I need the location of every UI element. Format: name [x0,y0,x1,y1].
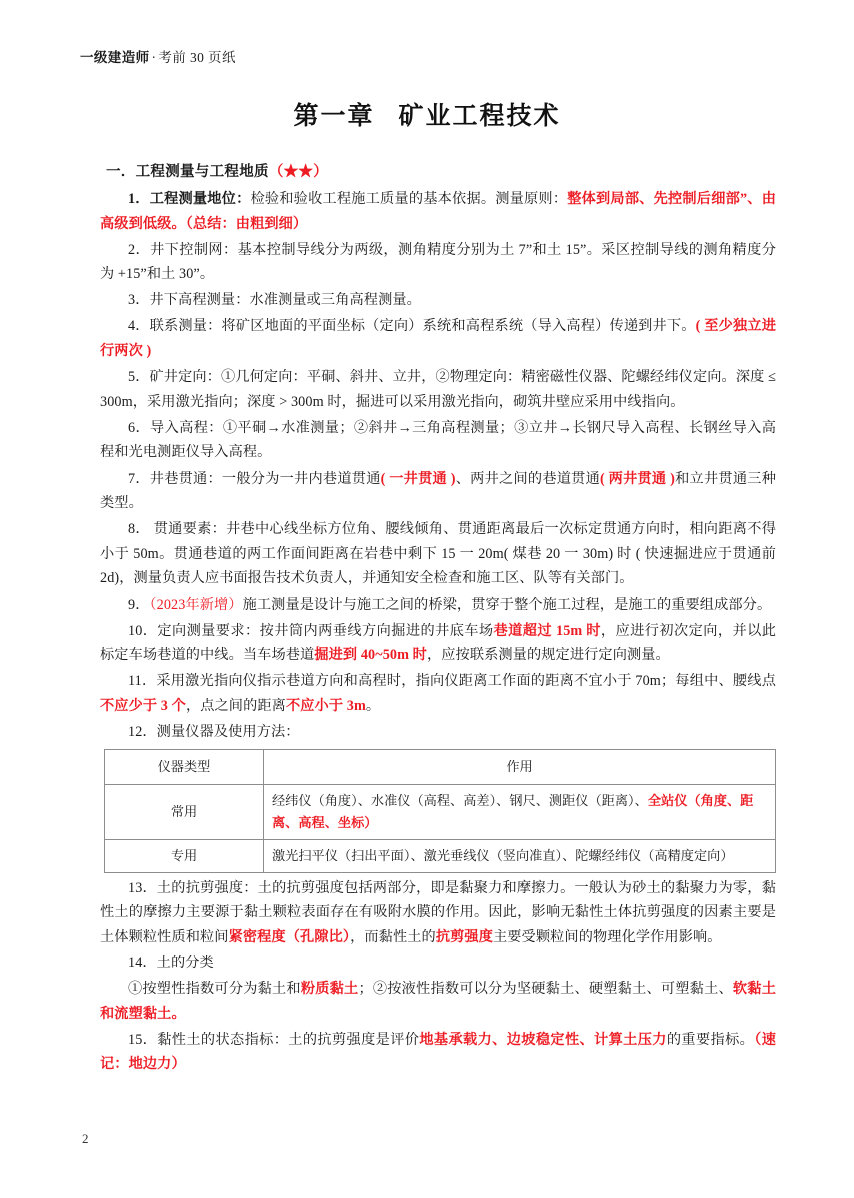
item-10-emphasis-2: 掘进到 40~50m 时 [314,647,427,664]
running-head-title: 一级建造师 [80,50,150,65]
table-header-instrument-type: 仪器类型 [105,749,264,784]
list-item [100,288,776,313]
item-13-emphasis-2: 抗剪强度 [435,928,493,945]
list-item [100,720,776,745]
item-3-body: 3．井下高程测量：水准测量或三角高程测量。 [128,292,421,309]
item-1-emphasis: 整体到局部、先控制后细部”、由高级到低级。（总结：由粗到细） [100,191,776,232]
item-14-emphasis-2: 软黏土和流塑黏土。 [100,980,776,1022]
item-4-emphasis: ( 至少独立进行两次 ) [100,318,776,360]
list-item [100,517,776,591]
item-15-body-b: 的重要指标。 [666,1031,755,1048]
table-cell-type-special: 专用 [105,839,264,872]
list-item [100,416,776,465]
item-9-new-badge: （2023年新增） [149,596,243,613]
list-item [100,977,776,1026]
table-cell-effect-common [264,784,776,839]
item-2-body: 2．井下控制网：基本控制导线分为两级，测角精度分别为土 7”和土 15”。采区控制导线的测角精度分为 +15”和土 30”。 [100,241,776,283]
item-1-lead: 1．工程测量地位： [128,191,251,207]
item-9-number: 9． [128,596,150,613]
list-item [100,669,776,718]
instrument-table [104,749,776,873]
section-difficulty-stars: （★★） [268,164,329,180]
item-14-body: 14．土的分类 [128,954,214,971]
chapter-title [0,96,854,132]
item-11-emphasis-2: 不应小于 3m [285,697,366,714]
item-10-body-c: ，应按联系测量的规定进行定向测量。 [426,647,670,664]
item-14-emphasis-1: 粉质黏土 [300,980,359,997]
table-cell-type-common: 常用 [105,784,264,839]
item-8-body: 8． 贯通要素：井巷中心线坐标方位角、腰线倾角、贯通距离最后一次标定贯通方向时，相向距离不得小于 50m。贯通巷道的两工作面间距离在岩巷中剩下 15 一 20m( 煤巷 20 一 30m) 时 ( 快速掘进应于贯通前 2d)，测量负责人应书面报告技术负责人，并通知安全检查和施工区、队等有关部门。 [100,521,776,587]
item-7-body-c: 和立井贯通三种类型。 [100,470,776,512]
page-body [100,160,776,1078]
item-11-emphasis-1: 不应少于 3 个 [100,697,186,714]
list-item [100,365,776,414]
running-head-separator: · [151,50,157,65]
running-head [80,46,236,66]
list-item [100,951,776,976]
item-11-body-c: 。 [365,697,381,714]
chapter-number: 第一章 [293,103,375,130]
item-7-body-b: 、两井之间的巷道贯通 [455,470,601,487]
item-12-body: 12．测量仪器及使用方法： [128,723,300,740]
section-heading [106,160,776,181]
item-13-body-b: ，而黏性土的 [350,928,436,945]
item-13-emphasis-1: 紧密程度（孔隙比） [228,928,351,945]
item-6-body: 6．导入高程：①平硐→水准测量；②斜井→三角高程测量；③立井→长钢尺导入高程、长钢丝导入高程和光电测距仪导入高程。 [100,419,776,461]
list-item [100,1028,776,1077]
list-item [100,187,776,236]
table-row [105,839,776,872]
item-15-body-a: 15．黏性土的状态指标：土的抗剪强度是评价 [128,1031,420,1048]
list-item [100,619,776,668]
item-11-body-b: ，点之间的距离 [185,697,286,714]
list-item [100,238,776,287]
item-13-body-c: 主要受颗粒间的物理化学作用影响。 [492,928,722,945]
list-item [100,467,776,516]
item-10-body-a: 10．定向测量要求：按井筒内两垂线方向掘进的井底车场 [128,622,494,639]
item-7-body-a: 7．井巷贯通：一般分为一井内巷道贯通 [128,470,381,487]
item-9-body: 施工测量是设计与施工之间的桥梁，贯穿于整个施工过程，是施工的重要组成部分。 [242,596,772,613]
table-cell-effect-special-text: 激光扫平仪（扫出平面）、激光垂线仪（竖向准直）、陀螺经纬仪（高精度定向） [272,847,734,863]
chapter-title-text: 矿业工程技术 [398,103,561,130]
table-header-row [105,749,776,784]
list-item [100,593,776,618]
list-item [100,876,776,950]
table-cell-effect-common-emphasis: 全站仪（角度、距离、高程、坐标） [272,792,754,830]
table-row [105,784,776,839]
item-10-emphasis-1: 巷道超过 15m 时 [493,622,601,639]
table-header-effect: 作用 [264,749,776,784]
item-7-emphasis-2: ( 两井贯通 ) [600,470,675,487]
item-5-body: 5．矿井定向：①几何定向：平硐、斜井、立井，②物理定向：精密磁性仪器、陀螺经纬仪定向。深度 ≤ 300m，采用激光指向；深度 > 300m 时，掘进可以采用激光指向，砌筑井壁应采用中线指向。 [100,369,776,410]
item-15-emphasis-1: 地基承载力、边坡稳定性、计算土压力 [419,1031,667,1048]
table-cell-effect-special [264,839,776,872]
item-4-body: 4．联系测量：将矿区地面的平面坐标（定向）系统和高程系统（导入高程）传递到井下。 [128,318,696,335]
item-14-sub-a: ①按塑性指数可分为黏土和 [128,980,301,997]
item-10-body-b: ，应进行初次定向，并以此标定车场巷道的中线。当车场巷道 [100,622,776,664]
table-cell-effect-common-text: 经纬仪（角度）、水准仪（高程、高差）、钢尺、测距仪（距离）、 [272,792,648,808]
page-number: 2 [82,1131,89,1146]
item-11-body-a: 11．采用激光指向仪指示巷道方向和高程时，指向仪距离工作面的距离不宜小于 70m；每组中、腰线点 [128,673,776,690]
running-head-subtitle: 考前 30 页纸 [158,50,236,65]
item-14-sub-b: ；②按液性指数可以分为坚硬黏土、硬塑黏土、可塑黏土、 [358,980,733,997]
list-item [100,314,776,363]
item-1-body: 检验和验收工程施工质量的基本依据。测量原则： [250,191,568,207]
section-heading-label: 一．工程测量与工程地质 [106,164,269,180]
item-7-emphasis-1: ( 一井贯通 ) [380,470,456,487]
instrument-table-wrapper [104,749,776,873]
item-15-emphasis-2: （速记：地边力） [100,1031,776,1073]
item-13-body-a: 13．土的抗剪强度：土的抗剪强度包括两部分，即是黏聚力和摩擦力。一般认为砂土的黏聚力为零，黏性土的摩擦力主要源于黏土颗粒表面存在有吸附水膜的作用。因此，影响无黏性土体抗剪强度的因素主要是土体颗粒性质和粒间 [100,879,776,945]
